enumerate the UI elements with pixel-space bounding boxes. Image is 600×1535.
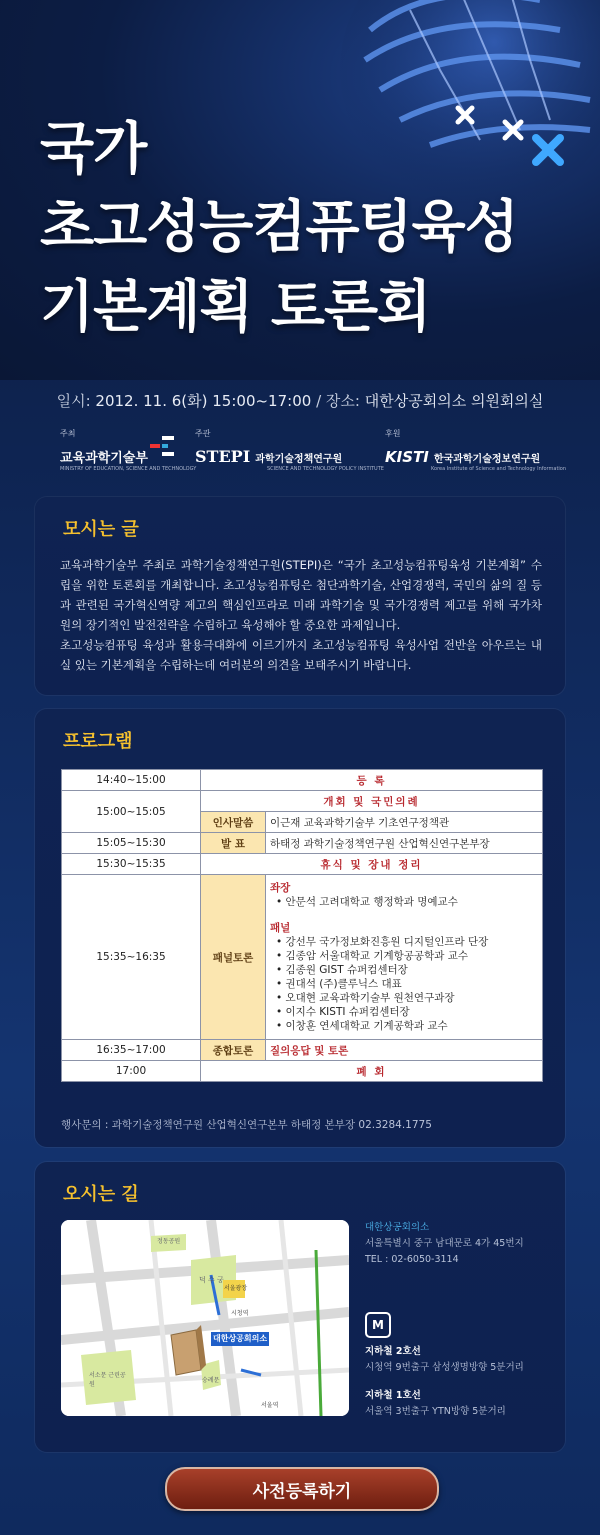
subway-line2-title: 지하철 2호선 bbox=[365, 1346, 421, 1357]
table-row bbox=[62, 875, 543, 1040]
time-cell: 14:40~15:00 bbox=[62, 770, 201, 791]
venue-name: 대한상공회의소 bbox=[365, 1222, 430, 1233]
directions-panel bbox=[35, 1162, 565, 1452]
host-name: 교육과학기술부 bbox=[60, 451, 148, 466]
list-item: • 권대석 (주)클루닉스 대표 bbox=[276, 978, 402, 990]
invitation-panel bbox=[35, 497, 565, 695]
title-line-2: 초고성능컴퓨팅육성 bbox=[40, 195, 518, 260]
stepi-logo: STEPI bbox=[195, 447, 251, 466]
time-cell: 15:35~16:35 bbox=[62, 875, 201, 1040]
info-separator: / bbox=[316, 392, 322, 410]
sponsor-org bbox=[385, 428, 566, 472]
place-label: 장소: bbox=[325, 392, 360, 410]
table-row bbox=[62, 1040, 543, 1061]
title-line-3: 기본계획 토론회 bbox=[40, 275, 431, 340]
table-row bbox=[62, 854, 543, 875]
map-label-seoulstation: 서울역 bbox=[261, 1402, 279, 1409]
invitation-para-2: 초고성능컴퓨팅 육성과 활용극대화에 이르기까지 초고성능컴퓨팅 육성사업 전반을 아우르는 내실 있는 기본계획을 수립하는데 여러분의 의견을 보태주시기 바랍니다. bbox=[60, 638, 542, 672]
table-row bbox=[62, 833, 543, 854]
map-label-venue: 대한상공회의소 bbox=[213, 1334, 268, 1343]
content-cell: 등 록 bbox=[201, 770, 543, 791]
chair-label: 좌장 bbox=[270, 882, 291, 894]
location-map[interactable] bbox=[61, 1220, 349, 1416]
organizer-name: 과학기술정책연구원 bbox=[255, 454, 343, 465]
invitation-heading: 모시는 글 bbox=[63, 519, 139, 540]
sponsor-name: 한국과학기술정보연구원 bbox=[433, 454, 541, 465]
table-row bbox=[62, 770, 543, 791]
directions-heading: 오시는 길 bbox=[63, 1184, 139, 1205]
content-cell: 휴식 및 장내 정리 bbox=[201, 854, 543, 875]
time-cell: 15:30~15:35 bbox=[62, 854, 201, 875]
key-cell: 인사말씀 bbox=[201, 812, 266, 833]
key-cell: 종합토론 bbox=[201, 1040, 266, 1061]
host-role: 주최 bbox=[60, 429, 76, 438]
program-table bbox=[61, 769, 543, 1082]
map-label-sungnyemun: 숭례문 bbox=[202, 1377, 220, 1384]
map-label-garden: 덕 수 궁 bbox=[199, 1276, 224, 1284]
content-cell: 폐 회 bbox=[201, 1061, 543, 1082]
event-contact: 행사문의 : 과학기술정책연구원 산업혁신연구본부 하태정 본부장 02.3284.1775 bbox=[61, 1119, 432, 1131]
content-cell: 이근재 교육과학기술부 기초연구정책관 bbox=[266, 812, 543, 833]
organizer-org bbox=[195, 428, 384, 472]
venue-tel: TEL : 02-6050-3114 bbox=[365, 1254, 459, 1265]
organizer-role: 주관 bbox=[195, 429, 211, 438]
sponsor-sub: Korea Institute of Science and Technology Information bbox=[431, 466, 567, 472]
panel-detail-cell bbox=[266, 875, 543, 1040]
time-cell: 16:35~17:00 bbox=[62, 1040, 201, 1061]
date-label: 일시: bbox=[56, 392, 91, 410]
organizers bbox=[0, 428, 600, 488]
list-item: • 김종암 서울대학교 기계항공공학과 교수 bbox=[276, 950, 468, 962]
time-cell: 17:00 bbox=[62, 1061, 201, 1082]
table-row bbox=[62, 1061, 543, 1082]
map-label-cityhall: 서울광장 bbox=[224, 1285, 248, 1292]
list-item: • 강선무 국가정보화진흥원 디지털인프라 단장 bbox=[276, 936, 489, 948]
time-cell: 15:05~15:30 bbox=[62, 833, 201, 854]
panel-list bbox=[270, 875, 538, 1039]
invitation-para-1: 교육과학기술부 주최로 과학기술정책연구원(STEPI)은 “국가 초고성능컴퓨팅육성 기본계획” 수립을 위한 토론회를 개최합니다. 초고성능컴퓨팅은 첨단과학기술, 산업경쟁력, 국민의 삶의 질 등과 관련된 국가혁신역량 제고의 핵심인프라로 미래 과학기술 및 국가경쟁력 제고를 위해 국가차원의 장기적인 발전전략을 수립하고 육성해야 할 중요한 과제입니다. bbox=[60, 558, 542, 632]
date-value: 2012. 11. 6(화) 15:00~17:00 bbox=[95, 392, 312, 410]
program-heading: 프로그램 bbox=[63, 731, 133, 752]
map-label-sosu: 서소문 근린공원 bbox=[89, 1372, 126, 1388]
register-button[interactable]: 사전등록하기 bbox=[165, 1467, 439, 1511]
metro-icon: M bbox=[365, 1312, 391, 1338]
host-sub: MINISTRY OF EDUCATION, SCIENCE AND TECHNOLOGY bbox=[60, 466, 197, 472]
place-value: 대한상공회의소 의원회의실 bbox=[364, 392, 544, 410]
key-cell: 발 표 bbox=[201, 833, 266, 854]
content-cell: 질의응답 및 토론 bbox=[266, 1040, 543, 1061]
key-cell: 패널토론 bbox=[201, 875, 266, 1040]
panel-label: 패널 bbox=[270, 922, 291, 934]
title-line-1: 국가 bbox=[40, 117, 147, 182]
content-cell: 개회 및 국민의례 bbox=[201, 791, 543, 812]
program-panel bbox=[35, 709, 565, 1147]
kisti-logo: KISTI bbox=[385, 448, 429, 466]
time-cell: 15:00~15:05 bbox=[62, 791, 201, 833]
chair-name: • 안문석 고려대학교 행정학과 명예교수 bbox=[276, 896, 458, 908]
subway-line1-desc: 서울역 3번출구 YTN방향 5분거리 bbox=[365, 1406, 506, 1417]
map-label-jeongdong: 정동공원 bbox=[157, 1238, 181, 1245]
list-item: • 이창훈 연세대학교 기계공학과 교수 bbox=[276, 1020, 448, 1032]
list-item: • 오대현 교육과학기술부 원천연구과장 bbox=[276, 992, 455, 1004]
list-item: • 이지수 KISTI 슈퍼컴센터장 bbox=[276, 1006, 410, 1018]
organizer-sub: SCIENCE AND TECHNOLOGY POLICY INSTITUTE bbox=[267, 466, 384, 472]
map-label-sicheong: 시청역 bbox=[231, 1310, 249, 1317]
subway-line2-desc: 시청역 9번출구 삼성생명방향 5분거리 bbox=[365, 1362, 524, 1373]
ministry-logo-icon bbox=[150, 436, 176, 462]
hero-banner bbox=[0, 0, 600, 380]
location-info bbox=[365, 1220, 555, 1420]
content-cell: 하태정 과학기술정책연구원 산업혁신연구본부장 bbox=[266, 833, 543, 854]
invitation-text bbox=[60, 555, 542, 675]
event-info bbox=[0, 390, 600, 411]
sponsor-role: 후원 bbox=[385, 429, 401, 438]
venue-address: 서울특별시 중구 남대문로 4가 45번지 bbox=[365, 1238, 524, 1249]
table-row bbox=[62, 791, 543, 812]
list-item: • 김종원 GIST 슈퍼컴센터장 bbox=[276, 964, 408, 976]
subway-line1-title: 지하철 1호선 bbox=[365, 1390, 421, 1401]
